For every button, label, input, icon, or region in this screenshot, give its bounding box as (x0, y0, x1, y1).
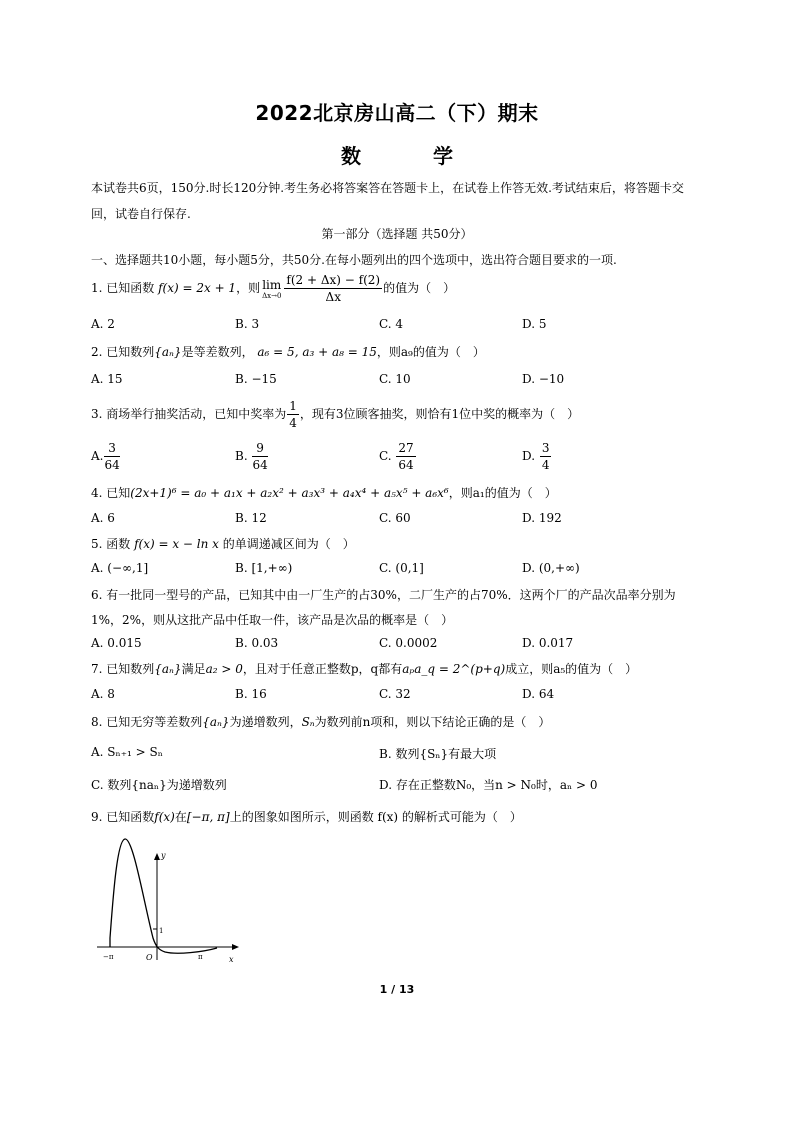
question-8: 8. 已知无穷等差数列{aₙ}为递增数列，Sₙ为数列前n项和，则以下结论正确的是（ ） (91, 715, 551, 729)
exam-instructions: 本试卷共6页，150分.时长120分钟.考生务必将答案答在答题卡上，在试卷上作答无效.考试结束后，将答题卡交回，试卷自行保存. (91, 181, 684, 221)
option-d[interactable]: D. $\frac{3}{4}$ (522, 441, 550, 472)
page-title: 2022北京房山高二（下）期末 (255, 101, 539, 125)
q8-options-row-2 (91, 776, 703, 796)
option-b[interactable]: B. −15 (235, 372, 277, 386)
q6-options (91, 636, 703, 656)
option-a[interactable]: A. 2 (91, 317, 115, 331)
option-b[interactable]: B. [1,+∞) (235, 561, 293, 575)
subject-title: 数 学 (341, 144, 479, 168)
option-c[interactable]: C. 10 (379, 372, 411, 386)
part-heading: 第一部分（选择题 共50分） (321, 227, 473, 241)
option-b[interactable]: B. 12 (235, 511, 267, 525)
option-a[interactable]: A. 0.015 (91, 636, 142, 650)
question-1: 1. 已知函数 f(x) = 2x + 1，则 lim Δx→0 $\frac{f(2 + \Delta x) - f(2)}{\Delta x}$ 的值为（ ） (91, 273, 456, 304)
option-c[interactable]: C. 4 (379, 317, 404, 331)
option-b[interactable]: B. 数列{Sₙ}有最大项 (379, 747, 497, 761)
option-a[interactable]: A. Sₙ₊₁ > Sₙ (91, 745, 163, 759)
question-4: 4. 已知(2x+1)⁶ = a₀ + a₁x + a₂x² + a₃x³ + a₄x⁴ + a₅x⁵ + a₆x⁶，则a₁的值为（ ） (91, 486, 557, 500)
y-label: y (161, 851, 166, 860)
page-number: 1 / 13 (379, 983, 415, 996)
option-a[interactable]: A. (−∞,1] (91, 561, 149, 575)
option-b[interactable]: B. 3 (235, 317, 260, 331)
option-d[interactable]: D. 64 (522, 687, 555, 701)
q1-function: f(x) = 2x + 1 (158, 281, 237, 295)
option-c[interactable]: C. (0,1] (379, 561, 424, 575)
tick-label-neg-pi: −π (103, 953, 114, 961)
question-6-line-2: 1%，2%，则从这批产品中任取一件，该产品是次品的概率是（ ） (91, 613, 454, 627)
option-d[interactable]: D. 192 (522, 511, 562, 525)
option-a[interactable]: A. 15 (91, 372, 123, 386)
question-7: 7. 已知数列{aₙ}满足a₂ > 0，且对于任意正整数p，q都有aₚa_q = 2^(p+q)成立，则a₅的值为（ ） (91, 662, 638, 676)
question-2: 2. 已知数列{aₙ}是等差数列， a₆ = 5, a₃ + a₈ = 15，则a₉的值为（ ） (91, 345, 485, 359)
function-graph (93, 838, 243, 966)
option-c[interactable]: C. 32 (379, 687, 411, 701)
option-d[interactable]: D. (0,+∞) (522, 561, 580, 575)
option-d[interactable]: D. 存在正整数N₀，当n > N₀时，aₙ > 0 (379, 778, 598, 792)
q3-fraction: $\frac{1}{4}$ (289, 399, 297, 430)
option-a[interactable]: A. 6 (91, 511, 115, 525)
option-a[interactable]: A. $\frac{3}{64}$ (91, 441, 120, 472)
x-axis-arrow (232, 944, 239, 950)
question-5: 5. 函数 f(x) = x − ln x 的单调递减区间为（ ） (91, 537, 355, 551)
question-3: 3. 商场举行抽奖活动，已知中奖率为 $\frac{1}{4}$ ，现有3位顾客抽奖，则恰有1位中奖的概率为（ ） (91, 399, 580, 430)
y-axis-arrow (154, 853, 160, 860)
q5-options (91, 561, 703, 581)
option-d[interactable]: D. 5 (522, 317, 547, 331)
q3-options (91, 440, 703, 476)
q2-options (91, 372, 703, 392)
option-b[interactable]: B. $\frac{9}{64}$ (235, 441, 268, 472)
option-a[interactable]: A. 8 (91, 687, 115, 701)
question-6-line-1: 6. 有一批同一型号的产品，已知其中由一厂生产的占30%，二厂生产的占70%．这两个厂的产品次品率分别为 (91, 588, 676, 602)
question-9: 9. 已知函数f(x)在[−π, π]上的图象如图所示，则函数 f(x) 的解析式可能为（ ） (91, 810, 522, 824)
tick-label-pi: π (198, 953, 203, 961)
option-b[interactable]: B. 0.03 (235, 636, 279, 650)
tick-label-1: 1 (159, 927, 164, 935)
q1-options (91, 317, 703, 337)
q1-fraction: $\frac{f(2 + \Delta x) - f(2)}{\Delta x}$ (286, 273, 381, 304)
option-d[interactable]: D. 0.017 (522, 636, 574, 650)
option-b[interactable]: B. 16 (235, 687, 267, 701)
option-c[interactable]: C. 0.0002 (379, 636, 438, 650)
q7-options (91, 687, 703, 707)
x-label: x (229, 955, 234, 964)
origin-label: O (146, 953, 153, 962)
section-heading: 一、选择题共10小题，每小题5分，共50分.在每小题列出的四个选项中，选出符合题目要求的一项. (91, 253, 617, 267)
q1-limit: lim Δx→0 (262, 277, 282, 300)
option-d[interactable]: D. −10 (522, 372, 565, 386)
option-c[interactable]: C. $\frac{27}{64}$ (379, 441, 414, 472)
q8-options-row-1 (91, 745, 703, 765)
option-c[interactable]: C. 数列{naₙ}为递增数列 (91, 778, 227, 792)
option-c[interactable]: C. 60 (379, 511, 411, 525)
q4-options (91, 511, 703, 531)
